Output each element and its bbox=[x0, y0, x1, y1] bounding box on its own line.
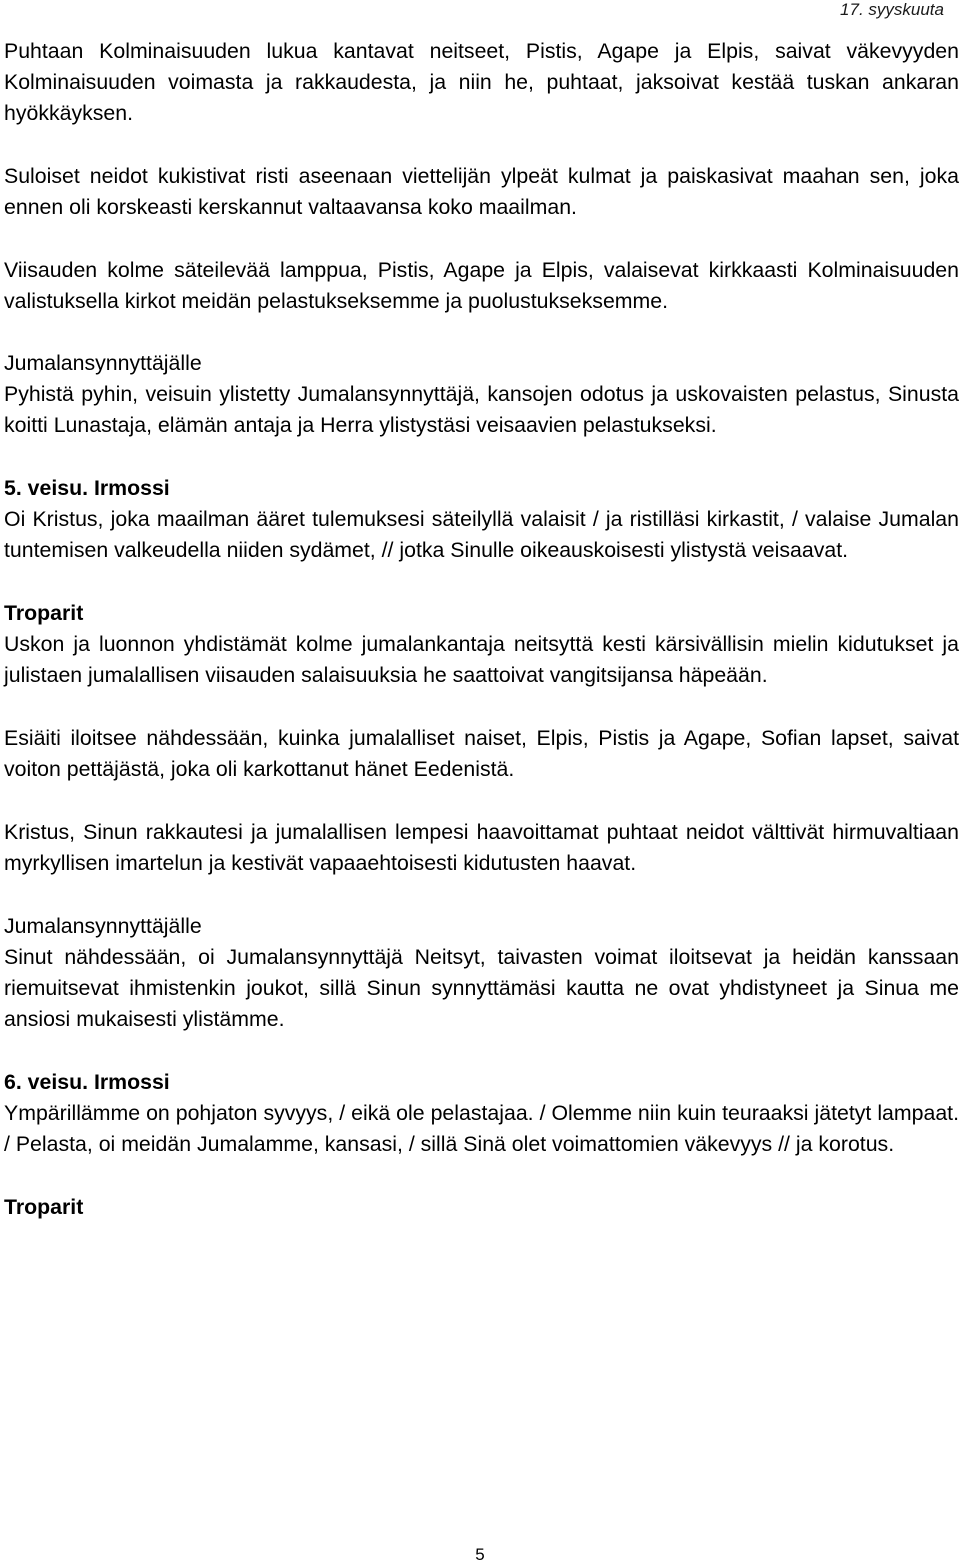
section-heading-ode: 5. veisu. Irmossi bbox=[4, 476, 170, 500]
paragraph: Esiäiti iloitsee nähdessään, kuinka jumalalliset naiset, Elpis, Pistis ja Agape, Sofian lapset, saivat voiton pettäjästä, joka oli karkottanut hänet Eedenistä. bbox=[4, 726, 959, 781]
paragraph: Suloiset neidot kukistivat risti aseenaan viettelijän ylpeät kulmat ja paiskasivat maahan sen, joka ennen oli korskeasti kerskannut valtaavansa koko maailman. bbox=[4, 164, 959, 219]
paragraph: Pyhistä pyhin, veisuin ylistetty Jumalansynnyttäjä, kansojen odotus ja uskovaisten pelastus, Sinusta koitti Lunastaja, elämän antaja ja Herra ylistystäsi veisaavien pelastukseksi. bbox=[4, 382, 959, 437]
paragraph: Sinut nähdessään, oi Jumalansynnyttäjä Neitsyt, taivasten voimat iloitsevat ja heidän kanssaan riemuitsevat ihmistenkin joukot, sillä Sinun synnyttämäsi kautta ne ovat yhdistyneet ja Sinua me ansiosi mukaisesti ylistämme. bbox=[4, 945, 959, 1031]
section-heading-troparia: Troparit bbox=[4, 601, 84, 625]
section-heading-ode: 6. veisu. Irmossi bbox=[4, 1070, 170, 1094]
paragraph: Viisauden kolme säteilevää lamppua, Pistis, Agape ja Elpis, valaisevat kirkkaasti Kolminaisuuden valistuksella kirkot meidän pelastukseksemme ja puolustukseksemme. bbox=[4, 258, 959, 313]
paragraph: Kristus, Sinun rakkautesi ja jumalallisen lempesi haavoittamat puhtaat neidot välttivät hirmuvaltiaan myrkyllisen imartelun ja kestivät vapaaehtoisesti kidutusten haavat. bbox=[4, 820, 959, 875]
page-header-date: 17. syyskuuta bbox=[840, 0, 944, 19]
paragraph: Uskon ja luonnon yhdistämät kolme jumalankantaja neitsyttä kesti kärsivällisin mielin kidutukset ja julistaen jumalallisen viisauden salaisuuksia he saattoivat vangitsijansa häpeään. bbox=[4, 632, 959, 687]
paragraph: Puhtaan Kolminaisuuden lukua kantavat neitseet, Pistis, Agape ja Elpis, saivat väkevyyden Kolminaisuuden voimasta ja rakkaudesta, ja niin he, puhtaat, jaksoivat kestää tuskan ankaran hyökkäyksen. bbox=[4, 39, 959, 125]
section-heading-theotokion: Jumalansynnyttäjälle bbox=[4, 914, 202, 938]
page-number: 5 bbox=[475, 1545, 485, 1564]
section-heading-theotokion: Jumalansynnyttäjälle bbox=[4, 351, 202, 375]
paragraph: Oi Kristus, joka maailman ääret tulemuksesi säteilyllä valaisit / ja ristilläsi kirkastit, / valaise Jumalan tuntemisen valkeudella niiden sydämet, // jotka Sinulle oikeauskoisesti ylistystä veisaavat. bbox=[4, 507, 959, 562]
section-heading-troparia: Troparit bbox=[4, 1195, 84, 1219]
paragraph: Ympärillämme on pohjaton syvyys, / eikä ole pelastajaa. / Olemme niin kuin teuraaksi jätetyt lampaat. / Pelasta, oi meidän Jumalamme, kansasi, / sillä Sinä olet voimattomien väkevyys // ja korotus. bbox=[4, 1101, 959, 1156]
document-body bbox=[4, 36, 959, 1223]
